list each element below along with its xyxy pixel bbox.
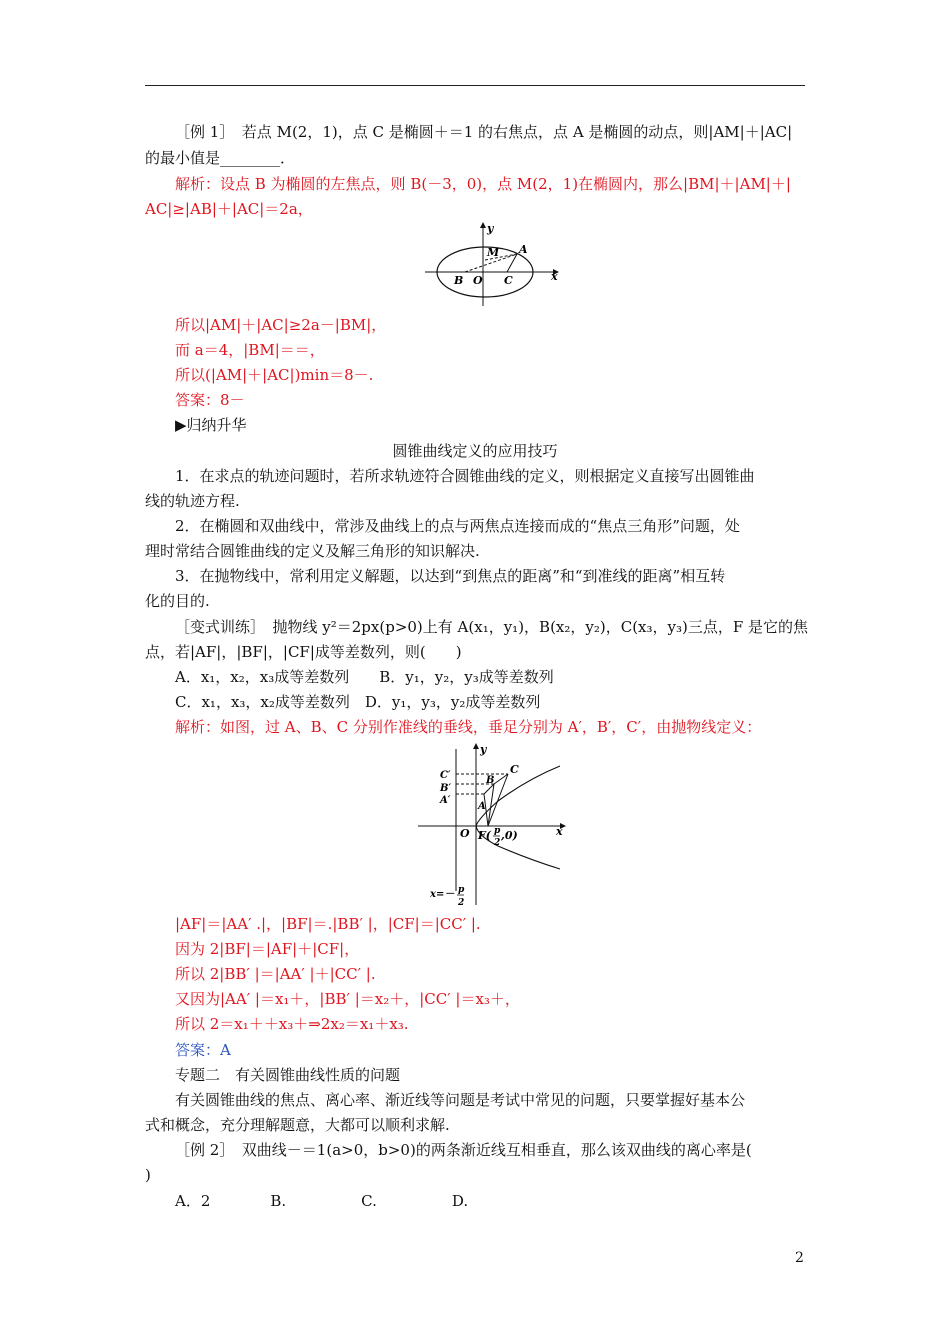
solution1-line2: AC|≥|AB|＋|AC|＝2a，: [145, 200, 313, 218]
ellipse-figure: [425, 222, 560, 307]
tip3-line2: 化的目的.: [145, 592, 210, 610]
label-C: C: [510, 763, 519, 776]
label-M: M: [487, 246, 500, 259]
solution1-line5: 所以(|AM|＋|AC|)min＝8－.: [175, 366, 374, 384]
option-CD: C．x₁，x₃，x₂成等差数列 D．y₁，y₃，y₂成等差数列: [175, 693, 541, 711]
tips-title: 圆锥曲线定义的应用技巧: [392, 442, 558, 460]
solution1-line3: 所以|AM|＋|AC|≥2a－|BM|，: [175, 316, 387, 334]
summary-heading: ▶归纳升华: [175, 416, 247, 434]
solution1-line1: 解析：设点 B 为椭圆的左焦点，则 B(－3，0)，点 M(2，1)在椭圆内，那么|BM|＋|AM|＋|: [175, 175, 791, 193]
topic2-line1: 有关圆锥曲线的焦点、离心率、渐近线等问题是考试中常见的问题，只要掌握好基本公: [175, 1091, 746, 1109]
label-C: C: [504, 274, 513, 287]
solution2-line6: 所以 2＝x₁＋＋x₃＋⇒2x₂＝x₁＋x₃.: [175, 1015, 409, 1033]
label-F-p: p: [494, 826, 501, 836]
label-O: O: [473, 274, 483, 287]
example1-line2: 的最小值是________．: [145, 149, 296, 167]
solution2-line2: |AF|＝|AA′ .|，|BF|＝.|BB′ |，|CF|＝|CC′ |.: [175, 915, 481, 933]
solution2-line5: 又因为|AA′ |＝x₁＋，|BB′ |＝x₂＋，|CC′ |＝x₃＋，: [175, 990, 520, 1008]
solution2-line4: 所以 2|BB′ |＝|AA′ |＋|CC′ |.: [175, 965, 376, 983]
label-F-2: 2: [494, 838, 501, 848]
y-arrow: [480, 222, 486, 228]
tip3-line1: 3．在抛物线中，常利用定义解题，以达到“到焦点的距离”和“到准线的距离”相互转: [175, 567, 726, 585]
label-B: B: [486, 775, 495, 786]
label-A: A: [478, 801, 486, 812]
topic2-heading: 专题二 有关圆锥曲线性质的问题: [175, 1066, 401, 1084]
tip2-line2: 理时常结合圆锥曲线的定义及解三角形的知识解决.: [145, 542, 480, 560]
parabola-figure: [418, 741, 568, 909]
option-AB: A．x₁，x₂，x₃成等差数列 B．y₁，y₂，y₃成等差数列: [175, 668, 554, 686]
label-dir-p: p: [458, 885, 465, 895]
page-number: 2: [795, 1250, 804, 1266]
label-x: x: [556, 825, 563, 838]
label-Cp: C′: [440, 770, 451, 781]
answer1: 答案：8－: [175, 391, 245, 409]
header-rule: [145, 85, 805, 86]
topic2-line2: 式和概念，充分理解题意，大都可以顺利求解.: [145, 1116, 450, 1134]
tip2-line1: 2．在椭圆和双曲线中，常涉及曲线上的点与两焦点连接而成的“焦点三角形”问题，处: [175, 517, 740, 535]
solution2-line3: 因为 2|BF|＝|AF|＋|CF|，: [175, 940, 360, 958]
tip1-line1: 1．在求点的轨迹问题时，若所求轨迹符合圆锥曲线的定义，则根据定义直接写出圆锥曲: [175, 467, 755, 485]
answer2: 答案：A: [175, 1041, 231, 1059]
label-Bp: B′: [440, 783, 452, 794]
tip1-line2: 线的轨迹方程.: [145, 492, 240, 510]
example1-line1: ［例 1］ 若点 M(2，1)，点 C 是椭圆＋＝1 的右焦点，点 A 是椭圆的动点，则|AM|＋|AC|: [175, 123, 793, 141]
label-y: y: [487, 222, 494, 235]
label-Ap: A′: [440, 795, 451, 806]
label-F: F(: [478, 829, 492, 842]
example2-options: A．2 B. C. D.: [175, 1192, 469, 1210]
label-A: A: [519, 243, 528, 256]
label-O: O: [460, 827, 470, 840]
exercise-line1: ［变式训练］ 抛物线 y²＝2px(p>0)上有 A(x₁，y₁)，B(x₂，y₂)，C(x₃，y₃)三点，F 是它的焦: [175, 618, 809, 636]
label-B: B: [454, 274, 464, 287]
exercise-line2: 点，若|AF|，|BF|，|CF|成等差数列，则( ): [145, 643, 462, 661]
example2-line2: ): [145, 1166, 151, 1184]
label-x: x: [551, 270, 558, 283]
label-y: y: [480, 743, 487, 756]
solution1-line4: 而 a＝4，|BM|＝＝，: [175, 341, 325, 359]
label-F-end: ,0): [501, 829, 518, 842]
label-dir-2: 2: [458, 898, 465, 908]
solution2-line1: 解析：如图，过 A、B、C 分别作准线的垂线，垂足分别为 A′，B′，C′，由抛物线定义：: [175, 718, 762, 736]
y-arrow: [473, 743, 479, 749]
example2-line1: ［例 2］ 双曲线－＝1(a>0，b>0)的两条渐近线互相垂直，那么该双曲线的离心率是(: [175, 1141, 752, 1159]
label-directrix: x=－: [430, 889, 455, 900]
